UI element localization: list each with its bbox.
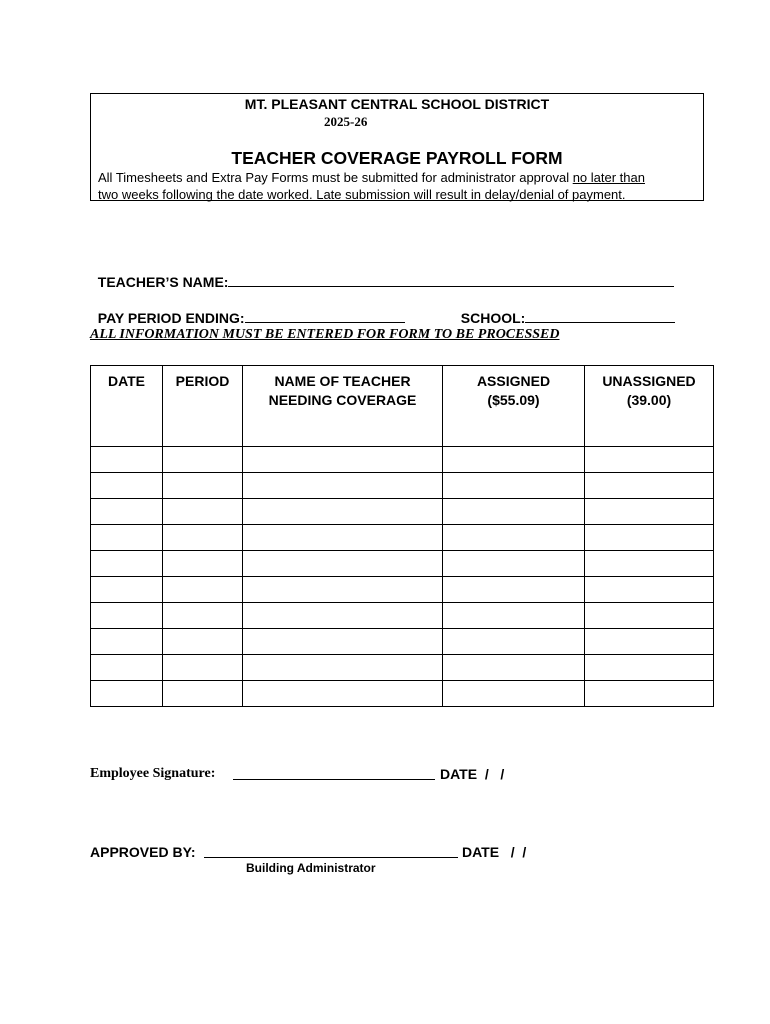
school-year: 2025-26 — [324, 114, 368, 129]
column-header-line: UNASSIGNED — [602, 373, 696, 389]
table-cell[interactable] — [243, 525, 443, 551]
coverage-table-body — [91, 447, 714, 707]
table-row — [91, 551, 714, 577]
table-cell[interactable] — [163, 447, 243, 473]
employee-signature-field[interactable] — [233, 779, 435, 780]
pay-period-label: PAY PERIOD ENDING: — [97, 310, 245, 326]
column-header-line: PERIOD — [175, 373, 230, 389]
notice-text: All Timesheets and Extra Pay Forms must be submitted for administrator approval — [98, 170, 573, 185]
approved-by-date[interactable]: DATE / / — [462, 844, 527, 860]
form-title: TEACHER COVERAGE PAYROLL FORM — [231, 148, 563, 168]
table-cell[interactable] — [243, 603, 443, 629]
school-row — [453, 292, 675, 326]
table-row — [91, 629, 714, 655]
teacher-name-row — [90, 256, 674, 290]
column-header-line: NAME OF TEACHER — [274, 373, 411, 389]
table-cell[interactable] — [443, 655, 585, 681]
table-cell[interactable] — [443, 525, 585, 551]
table-cell[interactable] — [243, 447, 443, 473]
table-row — [91, 603, 714, 629]
employee-signature-date[interactable]: DATE / / — [440, 766, 505, 782]
table-cell[interactable] — [585, 499, 714, 525]
table-row — [91, 525, 714, 551]
table-cell[interactable] — [91, 447, 163, 473]
column-header-line-2: (39.00) — [626, 392, 672, 408]
table-cell[interactable] — [585, 525, 714, 551]
coverage-table — [90, 365, 714, 707]
table-row — [91, 473, 714, 499]
table-cell[interactable] — [243, 629, 443, 655]
pay-period-field[interactable] — [245, 308, 405, 323]
form-header — [90, 93, 704, 201]
table-cell[interactable] — [91, 473, 163, 499]
table-cell[interactable] — [163, 577, 243, 603]
submission-notice — [98, 169, 698, 203]
table-cell[interactable] — [163, 681, 243, 707]
table-header-row — [91, 366, 714, 447]
column-header-unassigned — [585, 366, 714, 447]
table-cell[interactable] — [585, 447, 714, 473]
column-header-assigned — [443, 366, 585, 447]
notice-text-2: two weeks following the date worked. Late submission will result in delay/denial of payment. — [98, 187, 626, 202]
table-cell[interactable] — [443, 473, 585, 499]
employee-signature-label: Employee Signature: — [90, 766, 216, 781]
table-cell[interactable] — [443, 551, 585, 577]
table-cell[interactable] — [585, 473, 714, 499]
table-cell[interactable] — [91, 681, 163, 707]
table-cell[interactable] — [243, 577, 443, 603]
table-cell[interactable] — [163, 473, 243, 499]
table-cell[interactable] — [243, 655, 443, 681]
table-cell[interactable] — [243, 681, 443, 707]
table-cell[interactable] — [585, 577, 714, 603]
table-cell[interactable] — [443, 629, 585, 655]
column-header-line: DATE — [107, 373, 146, 389]
table-cell[interactable] — [443, 681, 585, 707]
building-administrator-caption: Building Administrator — [246, 861, 376, 875]
school-field[interactable] — [525, 308, 675, 323]
teacher-name-field[interactable] — [228, 272, 674, 287]
required-instruction: ALL INFORMATION MUST BE ENTERED FOR FORM TO BE PROCESSED — [90, 327, 560, 342]
table-cell[interactable] — [443, 577, 585, 603]
table-cell[interactable] — [163, 525, 243, 551]
table-cell[interactable] — [91, 629, 163, 655]
table-cell[interactable] — [163, 603, 243, 629]
table-cell[interactable] — [585, 551, 714, 577]
table-cell[interactable] — [91, 525, 163, 551]
table-cell[interactable] — [585, 603, 714, 629]
table-cell[interactable] — [91, 499, 163, 525]
table-cell[interactable] — [243, 473, 443, 499]
pay-period-row — [90, 292, 405, 326]
table-cell[interactable] — [585, 655, 714, 681]
table-row — [91, 499, 714, 525]
table-cell[interactable] — [443, 447, 585, 473]
table-cell[interactable] — [163, 629, 243, 655]
column-header-date — [91, 366, 163, 447]
table-cell[interactable] — [243, 499, 443, 525]
teacher-name-label: TEACHER’S NAME: — [97, 274, 229, 290]
school-label: SCHOOL: — [460, 310, 526, 326]
column-header-line-2: NEEDING COVERAGE — [268, 392, 417, 408]
table-cell[interactable] — [163, 655, 243, 681]
table-cell[interactable] — [163, 499, 243, 525]
table-cell[interactable] — [443, 603, 585, 629]
table-row — [91, 447, 714, 473]
table-cell[interactable] — [585, 629, 714, 655]
table-cell[interactable] — [243, 551, 443, 577]
table-cell[interactable] — [443, 499, 585, 525]
column-header-line: ASSIGNED — [476, 373, 551, 389]
table-cell[interactable] — [163, 551, 243, 577]
table-cell[interactable] — [91, 551, 163, 577]
table-row — [91, 681, 714, 707]
table-cell[interactable] — [91, 577, 163, 603]
column-header-line-2: ($55.09) — [487, 392, 540, 408]
column-header-teacher — [243, 366, 443, 447]
notice-deadline: no later than — [572, 170, 645, 185]
table-row — [91, 655, 714, 681]
table-row — [91, 577, 714, 603]
approved-by-label: APPROVED BY: — [90, 844, 196, 860]
district-name: MT. PLEASANT CENTRAL SCHOOL DISTRICT — [244, 96, 550, 112]
table-cell[interactable] — [91, 603, 163, 629]
approved-by-field[interactable] — [204, 857, 458, 858]
table-cell[interactable] — [585, 681, 714, 707]
table-cell[interactable] — [91, 655, 163, 681]
column-header-period — [163, 366, 243, 447]
